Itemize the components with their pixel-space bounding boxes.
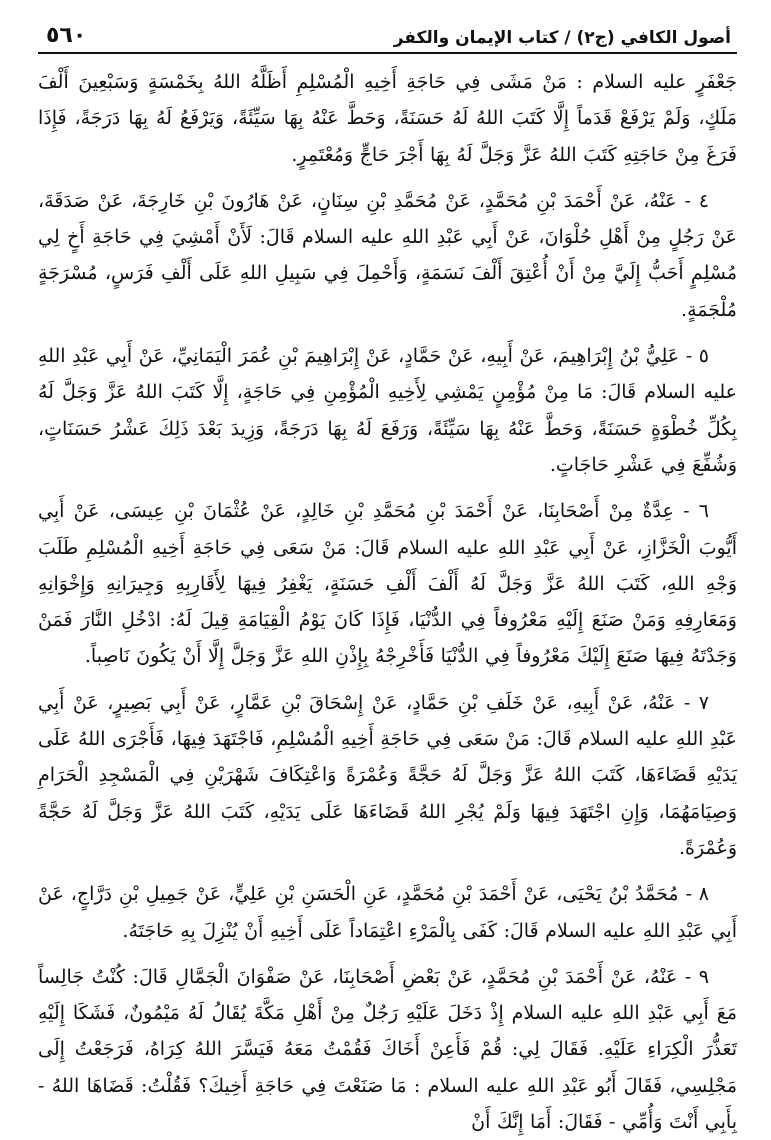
hadith-6: ٦ - عِدَّةٌ مِنْ أَصْحَابِنَا، عَنْ أَحْمَدَ بْنِ مُحَمَّدِ بْنِ خَالِدٍ، عَنْ عُثْمَانَ بْنِ عِيسَى، عَنْ أَبِي أَيُّوبَ الْخَزَّازِ، عَنْ أَبِي عَبْدِ اللهِ عليه السلام قَالَ: مَنْ سَعَى فِي حَاجَةِ أَخِيهِ الْمُسْلِمِ طَلَبَ وَجْهِ اللهِ، كَتَبَ اللهُ عَزَّ وَجَلَّ لَهُ أَلْفَ أَلْفِ حَسَنَةٍ، يَغْفِرُ فِيهَا لِأَقَارِبِهِ وَجِيرَانِهِ وَإِخْوَانِهِ وَمَعَارِفِهِ وَمَنْ صَنَعَ إِلَيْهِ مَعْرُوفاً فِي الدُّنْيَا، فَإِذَا كَانَ يَوْمُ الْقِيَامَةِ قِيلَ لَهُ: ادْخُلِ النَّارَ فَمَنْ وَجَدْتَهُ فِيهَا صَنَعَ إِلَيْكَ مَعْرُوفاً فِي الدُّنْيَا فَأَخْرِجْهُ بِإِذْنِ اللهِ عَزَّ وَجَلَّ إِلَّا أَنْ يَكُونَ نَاصِباً. (38, 500, 737, 668)
hadith-5: ٥ - عَلِيُّ بْنُ إِبْرَاهِيمَ، عَنْ أَبِيهِ، عَنْ حَمَّادٍ، عَنْ إِبْرَاهِيمَ بْنِ عُمَرَ الْيَمَانِيِّ، عَنْ أَبِي عَبْدِ اللهِ عليه السلام قَالَ: مَا مِنْ مُؤْمِنٍ يَمْشِي لِأَخِيهِ الْمُؤْمِنِ فِي حَاجَةٍ، إِلَّا كَتَبَ اللهُ عَزَّ وَجَلَّ لَهُ بِكُلِّ خُطْوَةٍ حَسَنَةً، وَحَطَّ عَنْهُ بِهَا سَيِّئَةً، وَرَفَعَ لَهُ بِهَا دَرَجَةً، وَزِيدَ بَعْدَ ذَلِكَ عَشْرُ حَسَنَاتٍ، وَشُفِّعَ فِي عَشْرِ حَاجَاتٍ. (38, 345, 737, 476)
hadith-4: ٤ - عَنْهُ، عَنْ أَحْمَدَ بْنِ مُحَمَّدٍ، عَنْ مُحَمَّدِ بْنِ سِنَانٍ، عَنْ هَارُونَ بْنِ خَارِجَةَ، عَنْ صَدَقَةَ، عَنْ رَجُلٍ مِنْ أَهْلِ حُلْوَانَ، عَنْ أَبِي عَبْدِ اللهِ عليه السلام قَالَ: لَأَنْ أَمْشِيَ فِي حَاجَةِ أَخٍ لِي مُسْلِمٍ أَحَبُّ إِلَيَّ مِنْ أَنْ أُعْتِقَ أَلْفَ نَسَمَةٍ، وَأَحْمِلَ فِي سَبِيلِ اللهِ عَلَى أَلْفِ فَرَسٍ، مُسْرَجَةٍ مُلْجَمَةٍ. (38, 189, 737, 321)
page-header (38, 18, 737, 54)
hadith-8: ٨ - مُحَمَّدُ بْنُ يَحْيَى، عَنْ أَحْمَدَ بْنِ مُحَمَّدٍ، عَنِ الْحَسَنِ بْنِ عَلِيٍّ، عَنْ جَمِيلِ بْنِ دَرَّاجٍ، عَنْ أَبِي عَبْدِ اللهِ عليه السلام قَالَ: كَفَى بِالْمَرْءِ اعْتِمَاداً عَلَى أَخِيهِ أَنْ يُنْزِلَ بِهِ حَاجَتَهُ. (38, 883, 737, 942)
running-title: أصول الكافي (ج٢) / كتاب الإيمان والكفر (393, 28, 731, 48)
hadith-7: ٧ - عَنْهُ، عَنْ أَبِيهِ، عَنْ خَلَفِ بْنِ حَمَّادٍ، عَنْ إِسْحَاقَ بْنِ عَمَّارٍ، عَنْ أَبِي بَصِيرٍ، عَنْ أَبِي عَبْدِ اللهِ عليه السلام قَالَ: مَنْ سَعَى فِي حَاجَةِ أَخِيهِ الْمُسْلِمِ، فَاجْتَهَدَ فِيهَا، فَأَجْرَى اللهُ عَلَى يَدَيْهِ قَضَاءَهَا، كَتَبَ اللهُ عَزَّ وَجَلَّ لَهُ حَجَّةً وَعُمْرَةً وَاعْتِكَافَ شَهْرَيْنِ فِي الْمَسْجِدِ الْحَرَامِ وَصِيَامَهُمَا، وَإِنِ اجْتَهَدَ فِيهَا وَلَمْ يُجْرِ اللهُ قَضَاءَهَا عَلَى يَدَيْهِ، كَتَبَ اللهُ عَزَّ وَجَلَّ لَهُ حَجَّةً وَعُمْرَةً. (38, 691, 737, 859)
page-number: ٥٦٠ (46, 23, 87, 48)
hadith-9: ٩ - عَنْهُ، عَنْ أَحْمَدَ بْنِ مُحَمَّدٍ، عَنْ بَعْضِ أَصْحَابِنَا، عَنْ صَفْوَانَ الْجَمَّالِ قَالَ: كُنْتُ جَالِساً مَعَ أَبِي عَبْدِ اللهِ عليه السلام إِذْ دَخَلَ عَلَيْهِ رَجُلٌ مِنْ أَهْلِ مَكَّةَ يُقَالُ لَهُ مَيْمُونٌ، فَشَكَا إِلَيْهِ تَعَذُّرَ الْكِرَاءِ عَلَيْهِ. فَقَالَ لِي: قُمْ فَأَعِنْ أَخَاكَ فَقُمْتُ مَعَهُ فَيَسَّرَ اللهُ كِرَاهُ، فَرَجَعْتُ إِلَى مَجْلِسِي، فَقَالَ أَبُو عَبْدِ اللهِ عليه السلام : مَا صَنَعْتَ فِي حَاجَةِ أَخِيكَ؟ فَقُلْتُ: قَضَاهَا اللهُ - بِأَبِي أَنْتَ وَأُمِّي - فَقَالَ: أَمَا إِنَّكَ أَنْ (38, 965, 737, 1134)
page-body (38, 64, 737, 1140)
paragraph-continuation: جَعْفَرٍ عليه السلام : مَنْ مَشَى فِي حَاجَةِ أَخِيهِ الْمُسْلِمِ أَظَلَّهُ اللهُ بِخَمْسَةٍ وَسَبْعِينَ أَلْفَ مَلَكٍ، وَلَمْ يَرْفَعْ قَدَماً إِلَّا كَتَبَ اللهُ لَهُ حَسَنَةً، وَحَطَّ عَنْهُ بِهَا سَيِّئَةً، وَيَرْفَعُ لَهُ بِهَا دَرَجَةً، فَإِذَا فَرَغَ مِنْ حَاجَتِهِ كَتَبَ اللهُ عَزَّ وَجَلَّ لَهُ بِهَا أَجْرَ حَاجٍّ وَمُعْتَمِرٍ. (38, 71, 737, 166)
